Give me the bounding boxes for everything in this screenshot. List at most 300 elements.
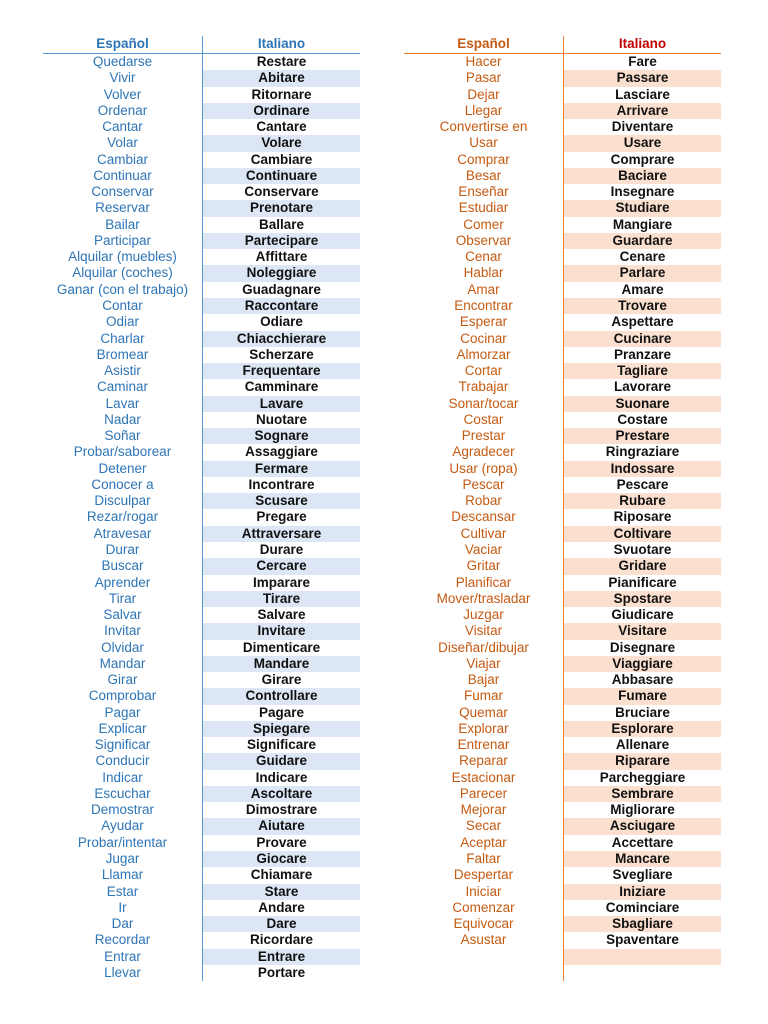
table-row xyxy=(404,152,721,168)
spanish-verb: Almorzar xyxy=(456,346,511,362)
italian-verb: Affittare xyxy=(202,249,360,265)
spanish-verb: Pescar xyxy=(462,476,505,492)
spanish-verb: Alquilar (coches) xyxy=(72,265,173,281)
table-row xyxy=(43,282,360,298)
table-row xyxy=(43,168,360,184)
header-spanish: Español xyxy=(457,36,510,51)
italian-verb: Giudicare xyxy=(563,607,721,623)
spanish-verb: Detener xyxy=(98,460,147,476)
table-row xyxy=(43,737,360,753)
spanish-verb: Ganar (con el trabajo) xyxy=(56,281,189,297)
table-row xyxy=(43,949,360,965)
italian-verb: Riparare xyxy=(563,753,721,769)
italian-verb: Lasciare xyxy=(563,87,721,103)
spanish-verb: Buscar xyxy=(101,558,144,574)
spanish-verb: Tirar xyxy=(108,590,137,606)
table-row xyxy=(43,672,360,688)
italian-verb: Diventare xyxy=(563,119,721,135)
spanish-verb: Caminar xyxy=(96,379,148,395)
table-body xyxy=(43,54,360,981)
table-row xyxy=(404,509,721,525)
spanish-verb: Quedarse xyxy=(92,54,153,69)
spanish-verb: Soñar xyxy=(104,428,141,444)
italian-verb: Continuare xyxy=(202,168,360,184)
italian-verb: Accettare xyxy=(563,835,721,851)
spanish-verb: Estar xyxy=(106,883,139,899)
spanish-verb: Prestar xyxy=(461,428,506,444)
italian-verb: Gridare xyxy=(563,558,721,574)
spanish-verb: Encontrar xyxy=(454,297,513,313)
italian-verb: Tagliare xyxy=(563,363,721,379)
spanish-verb: Recordar xyxy=(94,932,151,948)
italian-verb: Viaggiare xyxy=(563,656,721,672)
italian-verb: Visitare xyxy=(563,623,721,639)
italian-verb: Svegliare xyxy=(563,867,721,883)
spanish-verb: Comer xyxy=(463,216,504,232)
table-row xyxy=(404,932,721,948)
spanish-verb: Entrenar xyxy=(457,737,510,753)
italian-verb: Arrivare xyxy=(563,103,721,119)
italian-verb: Pescare xyxy=(563,477,721,493)
table-row xyxy=(404,363,721,379)
spanish-verb: Llevar xyxy=(104,964,141,980)
table-row xyxy=(404,542,721,558)
spanish-verb: Pasar xyxy=(465,70,502,86)
table-row xyxy=(43,526,360,542)
spanish-verb: Llegar xyxy=(464,102,503,118)
table-row xyxy=(404,54,721,70)
italian-verb: Prestare xyxy=(563,428,721,444)
spanish-verb: Descansar xyxy=(451,509,516,525)
spanish-verb: Jugar xyxy=(105,851,140,867)
spanish-verb: Fumar xyxy=(463,688,503,704)
spanish-verb: Entrar xyxy=(104,948,141,964)
italian-verb: Cucinare xyxy=(563,331,721,347)
table-row xyxy=(43,786,360,802)
spanish-verb: Lavar xyxy=(105,395,140,411)
table-row xyxy=(404,835,721,851)
spanish-verb: Dejar xyxy=(467,86,500,102)
italian-verb: Aiutare xyxy=(202,818,360,834)
table-row xyxy=(404,818,721,834)
table-row xyxy=(43,103,360,119)
spanish-verb: Trabajar xyxy=(458,379,509,395)
table-row xyxy=(43,379,360,395)
spanish-verb: Participar xyxy=(93,232,152,248)
spanish-verb: Comenzar xyxy=(452,899,515,915)
table-row xyxy=(404,623,721,639)
spanish-verb: Explorar xyxy=(458,720,509,736)
italian-verb: Cercare xyxy=(202,558,360,574)
table-row xyxy=(43,233,360,249)
table-row xyxy=(404,656,721,672)
spanish-verb: Charlar xyxy=(100,330,145,346)
italian-verb: Coltivare xyxy=(563,526,721,542)
italian-verb: Guadagnare xyxy=(202,282,360,298)
table-header xyxy=(43,36,360,54)
spanish-verb: Girar xyxy=(107,672,138,688)
table-row xyxy=(43,802,360,818)
table-row xyxy=(43,835,360,851)
italian-verb: Camminare xyxy=(202,379,360,395)
italian-verb: Suonare xyxy=(563,396,721,412)
spanish-verb: Cambiar xyxy=(96,151,148,167)
italian-verb: Guardare xyxy=(563,233,721,249)
italian-verb: Scherzare xyxy=(202,347,360,363)
spanish-verb: Olvidar xyxy=(101,639,144,655)
spanish-verb: Convertirse en xyxy=(439,119,528,135)
italian-verb: Cantare xyxy=(202,119,360,135)
italian-verb: Bruciare xyxy=(563,705,721,721)
table-row xyxy=(43,753,360,769)
table-row xyxy=(43,184,360,200)
table-row xyxy=(404,672,721,688)
table-row xyxy=(404,558,721,574)
spanish-verb xyxy=(404,949,563,965)
italian-verb: Passare xyxy=(563,70,721,86)
table-row xyxy=(404,282,721,298)
italian-verb: Frequentare xyxy=(202,363,360,379)
spanish-verb: Bromear xyxy=(96,346,149,362)
italian-verb: Spiegare xyxy=(202,721,360,737)
italian-verb: Insegnare xyxy=(563,184,721,200)
spanish-verb: Odiar xyxy=(105,314,139,330)
italian-verb: Durare xyxy=(202,542,360,558)
table-row xyxy=(404,233,721,249)
spanish-verb: Cantar xyxy=(102,119,143,135)
table-row xyxy=(43,509,360,525)
italian-verb: Migliorare xyxy=(563,802,721,818)
spanish-verb: Explicar xyxy=(98,720,147,736)
table-body xyxy=(404,54,721,981)
spanish-verb: Besar xyxy=(465,167,502,183)
spanish-verb: Atravesar xyxy=(93,525,152,541)
italian-verb: Mancare xyxy=(563,851,721,867)
table-row xyxy=(404,949,721,965)
table-row xyxy=(404,688,721,704)
table-row xyxy=(404,379,721,395)
table-row xyxy=(43,591,360,607)
table-row xyxy=(404,135,721,151)
table-row xyxy=(43,477,360,493)
table-row xyxy=(43,461,360,477)
table-row xyxy=(404,493,721,509)
spanish-verb: Faltar xyxy=(466,851,501,867)
table-row xyxy=(404,477,721,493)
spanish-verb: Gritar xyxy=(466,558,501,574)
italian-verb: Ritornare xyxy=(202,87,360,103)
table-row xyxy=(404,884,721,900)
italian-verb: Provare xyxy=(202,835,360,851)
italian-verb: Iniziare xyxy=(563,884,721,900)
italian-verb: Significare xyxy=(202,737,360,753)
table-row xyxy=(404,249,721,265)
table-row xyxy=(43,135,360,151)
header-italian: Italiano xyxy=(563,36,721,53)
spanish-verb: Vivir xyxy=(109,70,136,86)
italian-verb: Disegnare xyxy=(563,640,721,656)
italian-verb: Esplorare xyxy=(563,721,721,737)
italian-verb: Sembrare xyxy=(563,786,721,802)
italian-verb: Fare xyxy=(563,54,721,70)
spanish-verb: Volar xyxy=(107,135,138,151)
spanish-verb: Ir xyxy=(118,899,127,915)
spanish-verb: Comprobar xyxy=(88,688,157,704)
table-row xyxy=(43,298,360,314)
spanish-verb: Disculpar xyxy=(94,493,151,509)
italian-verb: Lavare xyxy=(202,396,360,412)
table-row xyxy=(43,884,360,900)
spanish-verb: Reparar xyxy=(459,753,508,769)
italian-verb: Volare xyxy=(202,135,360,151)
table-row xyxy=(43,932,360,948)
italian-verb: Incontrare xyxy=(202,477,360,493)
italian-verb: Dimenticare xyxy=(202,640,360,656)
table-row xyxy=(404,412,721,428)
table-row xyxy=(404,705,721,721)
table-row xyxy=(43,331,360,347)
table-row xyxy=(404,70,721,86)
spanish-verb: Visitar xyxy=(464,623,503,639)
italian-verb: Svuotare xyxy=(563,542,721,558)
spanish-verb: Probar/saborear xyxy=(73,444,172,460)
table-row xyxy=(43,265,360,281)
italian-verb: Prenotare xyxy=(202,200,360,216)
italian-verb: Amare xyxy=(563,282,721,298)
italian-verb: Cominciare xyxy=(563,900,721,916)
spanish-verb: Asustar xyxy=(460,932,507,948)
table-row xyxy=(404,331,721,347)
header-spanish: Español xyxy=(96,36,149,51)
table-row xyxy=(43,558,360,574)
italian-verb: Imparare xyxy=(202,575,360,591)
italian-verb: Rubare xyxy=(563,493,721,509)
spanish-verb: Mejorar xyxy=(460,802,507,818)
spanish-verb: Probar/intentar xyxy=(77,834,168,850)
spanish-italian-table-right xyxy=(404,36,721,981)
italian-verb: Portare xyxy=(202,965,360,981)
spanish-verb: Asistir xyxy=(104,363,141,379)
table-row xyxy=(404,526,721,542)
spanish-verb: Parecer xyxy=(459,785,508,801)
spanish-verb: Invitar xyxy=(104,623,141,639)
italian-verb: Abbasare xyxy=(563,672,721,688)
italian-verb: Ordinare xyxy=(202,103,360,119)
spanish-verb: Significar xyxy=(94,737,151,753)
italian-verb: Scusare xyxy=(202,493,360,509)
table-row xyxy=(404,607,721,623)
table-row xyxy=(43,428,360,444)
italian-verb: Restare xyxy=(202,54,360,70)
spanish-verb: Robar xyxy=(465,493,502,509)
italian-verb: Pregare xyxy=(202,509,360,525)
table-row xyxy=(43,314,360,330)
spanish-verb: Conservar xyxy=(91,184,154,200)
table-row xyxy=(43,54,360,70)
italian-verb: Attraversare xyxy=(202,526,360,542)
table-row xyxy=(43,249,360,265)
table-row xyxy=(43,851,360,867)
spanish-verb: Quemar xyxy=(459,704,508,720)
table-row xyxy=(404,119,721,135)
table-row xyxy=(404,786,721,802)
italian-verb: Assaggiare xyxy=(202,444,360,460)
table-row xyxy=(404,347,721,363)
italian-verb: Invitare xyxy=(202,623,360,639)
italian-verb: Parlare xyxy=(563,265,721,281)
table-row xyxy=(404,298,721,314)
spanish-verb: Alquilar (muebles) xyxy=(68,249,177,265)
spanish-verb: Amar xyxy=(467,281,500,297)
italian-verb: Asciugare xyxy=(563,818,721,834)
table-row xyxy=(404,851,721,867)
italian-verb: Dare xyxy=(202,916,360,932)
spanish-verb: Planificar xyxy=(455,574,512,590)
italian-verb xyxy=(563,965,721,981)
table-row xyxy=(404,87,721,103)
table-row xyxy=(404,461,721,477)
table-row xyxy=(404,396,721,412)
spanish-verb: Vaciar xyxy=(464,541,503,557)
spanish-verb: Escuchar xyxy=(94,785,151,801)
table-row xyxy=(404,444,721,460)
spanish-verb: Cocinar xyxy=(460,330,507,346)
italian-verb: Nuotare xyxy=(202,412,360,428)
spanish-verb: Durar xyxy=(105,541,140,557)
italian-verb: Abitare xyxy=(202,70,360,86)
spanish-verb: Mover/trasladar xyxy=(436,590,531,606)
table-row xyxy=(43,200,360,216)
spanish-verb: Aprender xyxy=(94,574,151,590)
italian-verb: Ringraziare xyxy=(563,444,721,460)
spanish-verb: Costar xyxy=(463,411,504,427)
spanish-verb: Continuar xyxy=(93,167,152,183)
spanish-verb: Esperar xyxy=(459,314,508,330)
spanish-verb: Llamar xyxy=(101,867,144,883)
spanish-verb: Aceptar xyxy=(460,834,507,850)
spanish-verb: Despertar xyxy=(453,867,514,883)
italian-verb: Chiacchierare xyxy=(202,331,360,347)
table-row xyxy=(43,575,360,591)
italian-verb: Sognare xyxy=(202,428,360,444)
table-row xyxy=(404,217,721,233)
table-row xyxy=(43,965,360,981)
spanish-verb: Pagar xyxy=(104,704,141,720)
spanish-verb: Juzgar xyxy=(463,607,504,623)
italian-verb: Trovare xyxy=(563,298,721,314)
italian-verb: Lavorare xyxy=(563,379,721,395)
table-row xyxy=(404,428,721,444)
italian-verb: Parcheggiare xyxy=(563,770,721,786)
italian-verb: Usare xyxy=(563,135,721,151)
table-row xyxy=(404,867,721,883)
spanish-verb: Agradecer xyxy=(452,444,515,460)
table-row xyxy=(404,802,721,818)
spanish-verb: Usar (ropa) xyxy=(449,460,518,476)
table-row xyxy=(43,217,360,233)
italian-verb xyxy=(563,949,721,965)
table-row xyxy=(43,607,360,623)
table-row xyxy=(43,493,360,509)
italian-verb: Guidare xyxy=(202,753,360,769)
italian-verb: Mandare xyxy=(202,656,360,672)
table-row xyxy=(404,721,721,737)
table-row xyxy=(404,965,721,981)
italian-verb: Ballare xyxy=(202,217,360,233)
italian-verb: Giocare xyxy=(202,851,360,867)
table-row xyxy=(43,640,360,656)
italian-verb: Riposare xyxy=(563,509,721,525)
table-row xyxy=(43,623,360,639)
table-row xyxy=(404,753,721,769)
spanish-verb: Iniciar xyxy=(465,883,502,899)
italian-verb: Costare xyxy=(563,412,721,428)
spanish-verb: Secar xyxy=(465,818,502,834)
italian-verb: Chiamare xyxy=(202,867,360,883)
italian-verb: Pagare xyxy=(202,705,360,721)
spanish-verb: Contar xyxy=(102,297,143,313)
table-row xyxy=(43,363,360,379)
italian-verb: Partecipare xyxy=(202,233,360,249)
spanish-verb: Ayudar xyxy=(101,818,144,834)
spanish-verb: Usar xyxy=(469,135,498,151)
spanish-verb: Viajar xyxy=(466,655,501,671)
spanish-verb: Demostrar xyxy=(90,802,154,818)
italian-verb: Tirare xyxy=(202,591,360,607)
table-row xyxy=(43,70,360,86)
italian-verb: Stare xyxy=(202,884,360,900)
table-row xyxy=(43,412,360,428)
spanish-verb: Mandar xyxy=(99,655,146,671)
table-header xyxy=(404,36,721,54)
table-row xyxy=(43,818,360,834)
spanish-verb: Hablar xyxy=(463,265,504,281)
italian-verb: Salvare xyxy=(202,607,360,623)
spanish-verb: Cultivar xyxy=(460,525,507,541)
table-row xyxy=(43,688,360,704)
spanish-verb: Hacer xyxy=(465,54,502,69)
italian-verb: Conservare xyxy=(202,184,360,200)
italian-verb: Spaventare xyxy=(563,932,721,948)
spanish-verb: Enseñar xyxy=(458,184,509,200)
table-row xyxy=(404,900,721,916)
spanish-verb: Estacionar xyxy=(451,769,516,785)
table-row xyxy=(43,705,360,721)
table-row xyxy=(43,347,360,363)
italian-verb: Comprare xyxy=(563,152,721,168)
table-row xyxy=(404,168,721,184)
spanish-verb: Bailar xyxy=(105,216,140,232)
italian-verb: Cambiare xyxy=(202,152,360,168)
italian-verb: Pianificare xyxy=(563,575,721,591)
italian-verb: Spostare xyxy=(563,591,721,607)
italian-verb: Mangiare xyxy=(563,217,721,233)
table-row xyxy=(43,656,360,672)
italian-verb: Andare xyxy=(202,900,360,916)
spanish-verb: Dar xyxy=(111,916,134,932)
table-row xyxy=(43,396,360,412)
table-row xyxy=(404,575,721,591)
table-row xyxy=(43,916,360,932)
table-row xyxy=(404,265,721,281)
italian-verb: Girare xyxy=(202,672,360,688)
table-row xyxy=(43,900,360,916)
italian-verb: Sbagliare xyxy=(563,916,721,932)
table-row xyxy=(43,721,360,737)
spanish-verb: Estudiar xyxy=(458,200,509,216)
spanish-verb: Diseñar/dibujar xyxy=(438,639,529,655)
italian-verb: Controllare xyxy=(202,688,360,704)
